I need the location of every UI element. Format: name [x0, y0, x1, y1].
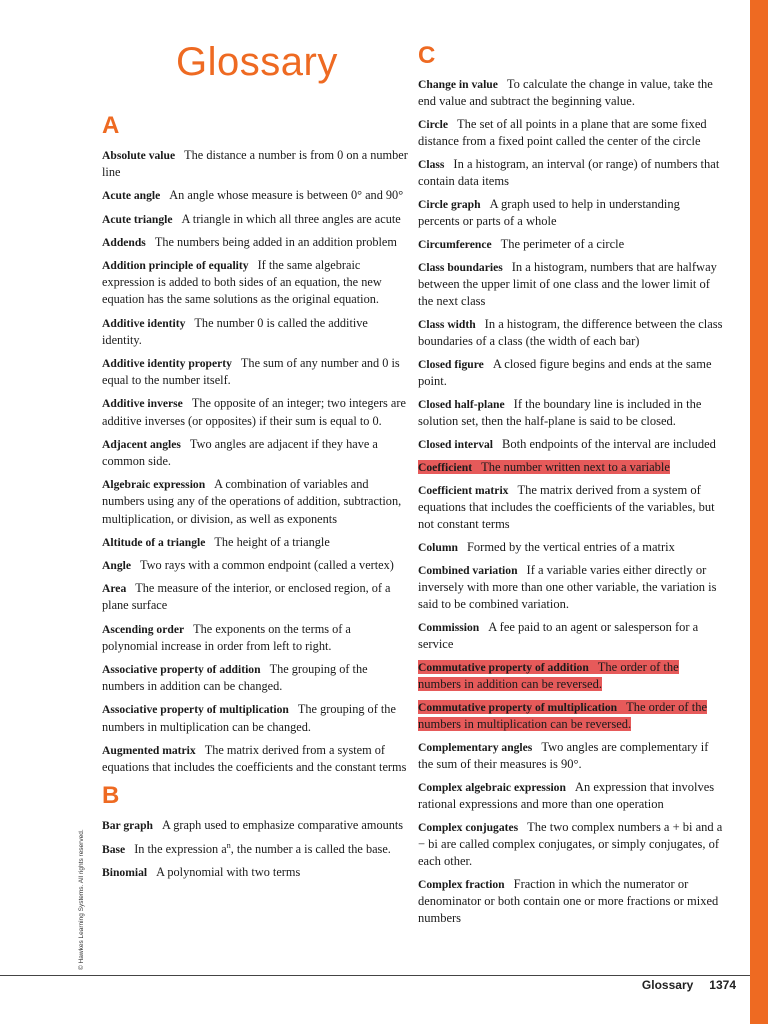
page-footer	[642, 978, 736, 992]
definition: The numbers being added in an addition problem	[154, 234, 397, 249]
term: Combined variation	[418, 564, 518, 577]
definition: The matrix derived from a system of equations that includes the coefficients and the constant terms	[102, 742, 407, 775]
definition: The height of a triangle	[214, 534, 330, 549]
definition: An angle whose measure is between 0° and 90°	[169, 188, 404, 203]
term: Class boundaries	[418, 261, 503, 274]
glossary-entry	[102, 534, 408, 551]
term: Closed half-plane	[418, 398, 505, 411]
glossary-entry	[102, 661, 408, 695]
definition: A fee paid to an agent or salesperson for a service	[418, 620, 699, 651]
definition: Fraction in which the numerator or denominator or both contain one or more fractions or mixed numbers	[418, 877, 719, 925]
term: Area	[102, 582, 127, 596]
term: Ascending order	[102, 622, 185, 636]
glossary-entry	[418, 819, 724, 870]
definition: If the boundary line is included in the solution set, then the half-plane is said to be closed.	[418, 397, 702, 428]
term: Complementary angles	[418, 741, 533, 754]
term: Change in value	[418, 78, 498, 91]
definition: The set of all points in a plane that are some fixed distance from a fixed point called the center of the circle	[418, 117, 707, 148]
left-column	[102, 108, 408, 887]
glossary-entry	[418, 539, 724, 556]
term: Altitude of a triangle	[102, 535, 206, 549]
glossary-entry	[102, 621, 408, 655]
copyright-notice: © Hawkes Learning Systems. All rights reserved.	[78, 829, 85, 970]
glossary-entry	[418, 396, 724, 430]
glossary-entry	[102, 817, 408, 834]
term: Acute angle	[102, 189, 161, 203]
definition: A triangle in which all three angles are acute	[181, 211, 401, 226]
definition: A graph used to help in understanding percents or parts of a whole	[418, 197, 680, 228]
term: Commission	[418, 621, 480, 634]
glossary-entry	[418, 356, 724, 390]
glossary-entry	[418, 739, 724, 773]
section-letter-a: A	[102, 112, 120, 139]
glossary-entry	[418, 116, 724, 150]
glossary-entry	[418, 619, 724, 653]
glossary-entry	[418, 76, 724, 110]
glossary-entry	[102, 476, 408, 528]
glossary-entry	[418, 436, 724, 453]
footer-rule	[0, 975, 750, 976]
definition: The sum of any number and 0 is equal to the number itself.	[102, 356, 400, 388]
term: Circle graph	[418, 198, 481, 211]
glossary-entry	[102, 841, 408, 858]
term: Commutative property of addition	[418, 661, 589, 674]
glossary-entry	[418, 236, 724, 253]
definition: The order of the numbers in addition can be reversed.	[418, 660, 679, 691]
glossary-entry	[418, 562, 724, 613]
section-letter-b: B	[102, 782, 120, 810]
highlight	[418, 700, 707, 731]
term: Closed interval	[418, 438, 494, 451]
glossary-entry-highlighted	[418, 699, 724, 733]
page-number: 1374	[709, 978, 736, 992]
glossary-entry	[102, 395, 408, 429]
term: Complex fraction	[418, 878, 505, 891]
definition: In the expression a	[134, 841, 227, 856]
glossary-entry	[102, 557, 408, 574]
term: Base	[102, 842, 126, 856]
definition: A closed figure begins and ends at the same point.	[418, 357, 712, 388]
definition: An expression that involves rational expressions and more than one operation	[418, 780, 715, 811]
definition: The grouping of the numbers in multiplication can be changed.	[102, 702, 396, 734]
glossary-entry	[102, 257, 408, 309]
term: Additive inverse	[102, 397, 183, 411]
definition: The distance a number is from 0 on a number line	[102, 148, 408, 180]
definition: The opposite of an integer; two integers are additive inverses (or opposites) if their sum is equal to 0.	[102, 396, 406, 428]
glossary-entry	[102, 701, 408, 735]
term: Associative property of addition	[102, 663, 261, 677]
definition: The perimeter of a circle	[500, 237, 625, 251]
definition: In a histogram, numbers that are halfway between the upper limit of one class and the lower limit of the next class	[418, 260, 717, 308]
glossary-entry	[418, 196, 724, 230]
definition: A polynomial with two terms	[156, 864, 301, 879]
definition-cont: , the number a is called the base.	[230, 841, 391, 856]
glossary-entry	[102, 315, 408, 349]
right-column	[418, 42, 724, 933]
term: Column	[418, 541, 458, 554]
definition: The matrix derived from a system of equations that includes the coefficients of the variables, but not constant terms	[418, 483, 715, 531]
definition: Both endpoints of the interval are included	[502, 437, 716, 451]
term: Adjacent angles	[102, 437, 181, 451]
glossary-entry	[102, 147, 408, 181]
term: Addition principle of equality	[102, 259, 249, 273]
glossary-entry	[418, 316, 724, 350]
term: Coefficient matrix	[418, 484, 509, 497]
glossary-entry	[418, 482, 724, 533]
definition: A combination of variables and numbers using any of the operations of addition, subtraction, multiplication, or division, as well as exponents	[102, 477, 402, 526]
term: Commutative property of multiplication	[418, 701, 618, 714]
term: Augmented matrix	[102, 743, 196, 757]
term: Acute triangle	[102, 212, 173, 226]
term: Class	[418, 158, 445, 171]
glossary-entry-highlighted	[418, 459, 724, 476]
definition: Two angles are complementary if the sum of their measures is 90°.	[418, 740, 709, 771]
term: Additive identity	[102, 316, 186, 330]
definition: A graph used to emphasize comparative amounts	[162, 818, 404, 833]
term: Algebraic expression	[102, 478, 206, 492]
term: Angle	[102, 559, 131, 573]
definition: Two rays with a common endpoint (called a vertex)	[139, 558, 394, 573]
term: Coefficient	[418, 461, 473, 474]
glossary-entry	[418, 779, 724, 813]
highlight	[418, 660, 679, 691]
footer-label: Glossary	[641, 978, 694, 992]
highlight	[418, 460, 670, 474]
orange-edge-bar	[750, 0, 768, 1024]
term: Additive identity property	[102, 357, 232, 371]
page-title: Glossary	[176, 40, 338, 84]
definition: The exponents on the terms of a polynomial increase in order from left to right.	[102, 621, 351, 653]
term: Binomial	[102, 865, 148, 879]
definition: The number written next to a variable	[481, 460, 670, 474]
glossary-entry	[418, 259, 724, 310]
term: Closed figure	[418, 358, 484, 371]
exponent: n	[226, 840, 231, 850]
glossary-entry-highlighted	[418, 659, 724, 693]
definition: The two complex numbers a + bi and a − bi are called complex conjugates, or simply conjugates, of each other.	[418, 820, 723, 868]
definition: The measure of the interior, or enclosed region, of a plane surface	[102, 581, 391, 613]
term: Circle	[418, 118, 449, 131]
definition: The grouping of the numbers in addition can be changed.	[102, 662, 368, 694]
glossary-entry	[418, 156, 724, 190]
glossary-entry	[102, 234, 408, 251]
definition: The number 0 is called the additive identity.	[102, 315, 368, 347]
definition: Two angles are adjacent if they have a common side.	[102, 436, 378, 469]
glossary-entry	[102, 211, 408, 228]
glossary-entry	[102, 355, 408, 389]
term: Class width	[418, 318, 476, 331]
definition: If a variable varies either directly or inversely with more than one other variable, the variation is said to be combined variation.	[418, 563, 717, 611]
term: Complex conjugates	[418, 821, 519, 834]
term: Associative property of multiplication	[102, 703, 289, 717]
term: Addends	[102, 235, 146, 249]
glossary-entry	[102, 436, 408, 470]
section-letter-c: C	[418, 42, 436, 69]
term: Circumference	[418, 238, 492, 251]
term: Bar graph	[102, 819, 153, 833]
glossary-entry	[102, 187, 408, 204]
definition: Formed by the vertical entries of a matrix	[466, 540, 675, 554]
definition: In a histogram, the difference between the class boundaries of a class (the width of each bar)	[418, 317, 723, 348]
definition: To calculate the change in value, take the end value and subtract the beginning value.	[418, 77, 713, 108]
glossary-entry	[102, 580, 408, 614]
definition: In a histogram, an interval (or range) of numbers that contain data items	[418, 157, 720, 188]
glossary-entry	[102, 742, 408, 776]
definition: If the same algebraic expression is added to both sides of an equation, the new equation has the same solutions as the original equation.	[102, 258, 382, 307]
definition: The order of the numbers in multiplication can be reversed.	[418, 700, 707, 731]
term: Complex algebraic expression	[418, 781, 566, 794]
glossary-entry	[102, 864, 408, 881]
glossary-entry	[418, 876, 724, 927]
term: Absolute value	[102, 149, 176, 162]
